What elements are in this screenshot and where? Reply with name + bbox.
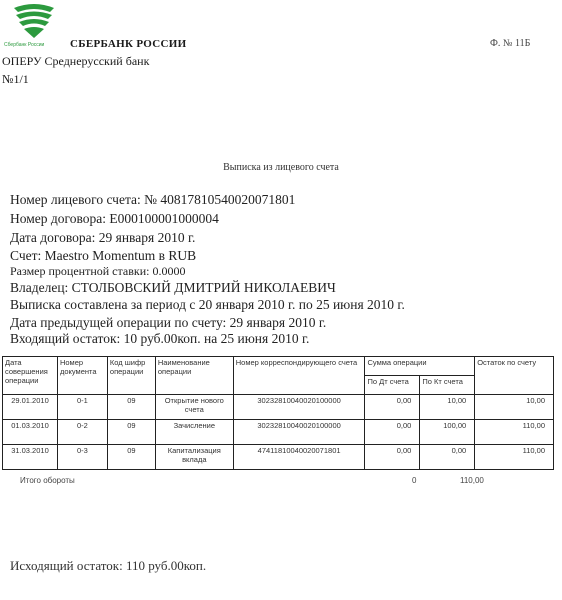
totals-label: Итого обороты [20, 476, 75, 485]
cell-code: 09 [107, 395, 155, 420]
sberbank-logo [6, 2, 62, 50]
cell-date: 29.01.2010 [3, 395, 58, 420]
cell-debit: 0,00 [365, 395, 420, 420]
cell-doc: 0-1 [57, 395, 107, 420]
cell-corr: 30232810040020100000 [233, 395, 365, 420]
account-owner: Владелец: СТОЛБОВСКИЙ ДМИТРИЙ НИКОЛАЕВИЧ [10, 280, 336, 295]
document-number: №1/1 [2, 72, 29, 86]
table-row [3, 395, 554, 420]
cell-credit: 0,00 [420, 445, 475, 470]
contract-number: Номер договора: E000100001000004 [10, 211, 219, 226]
cell-balance: 10,00 [475, 395, 554, 420]
header-corr-account: Номер корреспондирующего счета [233, 357, 365, 395]
operations-table [2, 356, 554, 470]
interest-rate: Размер процентной ставки: 0.0000 [10, 264, 186, 278]
header-doc-number: Номер документа [57, 357, 107, 395]
cell-debit: 0,00 [365, 445, 420, 470]
header-date: Дата совершения операции [3, 357, 58, 395]
form-number: Ф. № 11Б [490, 38, 531, 49]
cell-code: 09 [107, 445, 155, 470]
table-header-row [3, 357, 554, 376]
totals-credit: 110,00 [460, 476, 484, 485]
account-type: Счет: Maestro Momentum в RUB [10, 248, 197, 263]
totals-debit: 0 [412, 476, 417, 485]
header-balance: Остаток по счету [475, 357, 554, 395]
logo-caption: Сбербанк России [4, 42, 45, 48]
branch-name: ОПЕРУ Среднерусский банк [2, 54, 150, 68]
opening-balance: Входящий остаток: 10 руб.00коп. на 25 июня 2010 г. [10, 331, 310, 346]
cell-code: 09 [107, 420, 155, 445]
cell-balance: 110,00 [475, 420, 554, 445]
table-row [3, 420, 554, 445]
cell-date: 31.03.2010 [3, 445, 58, 470]
cell-doc: 0-2 [57, 420, 107, 445]
previous-operation-date: Дата предыдущей операции по счету: 29 января 2010 г. [10, 315, 327, 330]
cell-corr: 47411810040020071801 [233, 445, 365, 470]
statement-period: Выписка составлена за период с 20 января 2010 г. по 25 июня 2010 г. [10, 297, 405, 312]
bank-name: СБЕРБАНК РОССИИ [70, 38, 187, 50]
cell-desc: Зачисление [155, 420, 233, 445]
closing-balance: Исходящий остаток: 110 руб.00коп. [10, 558, 207, 573]
cell-credit: 100,00 [420, 420, 475, 445]
header-op-name: Наименование операции [155, 357, 233, 395]
header-credit: По Кт счета [420, 376, 475, 395]
header-debit: По Дт счета [365, 376, 420, 395]
cell-balance: 110,00 [475, 445, 554, 470]
header-op-code: Код шифр операции [107, 357, 155, 395]
cell-debit: 0,00 [365, 420, 420, 445]
statement-title: Выписка из лицевого счета [223, 162, 339, 173]
contract-date: Дата договора: 29 января 2010 г. [10, 230, 196, 245]
header-sum-group: Сумма операции [365, 357, 475, 376]
cell-date: 01.03.2010 [3, 420, 58, 445]
cell-corr: 30232810040020100000 [233, 420, 365, 445]
table-row [3, 445, 554, 470]
account-number: Номер лицевого счета: № 40817810540020071801 [10, 192, 296, 207]
cell-credit: 10,00 [420, 395, 475, 420]
cell-desc: Открытие нового счета [155, 395, 233, 420]
cell-desc: Капитализация вклада [155, 445, 233, 470]
cell-doc: 0-3 [57, 445, 107, 470]
